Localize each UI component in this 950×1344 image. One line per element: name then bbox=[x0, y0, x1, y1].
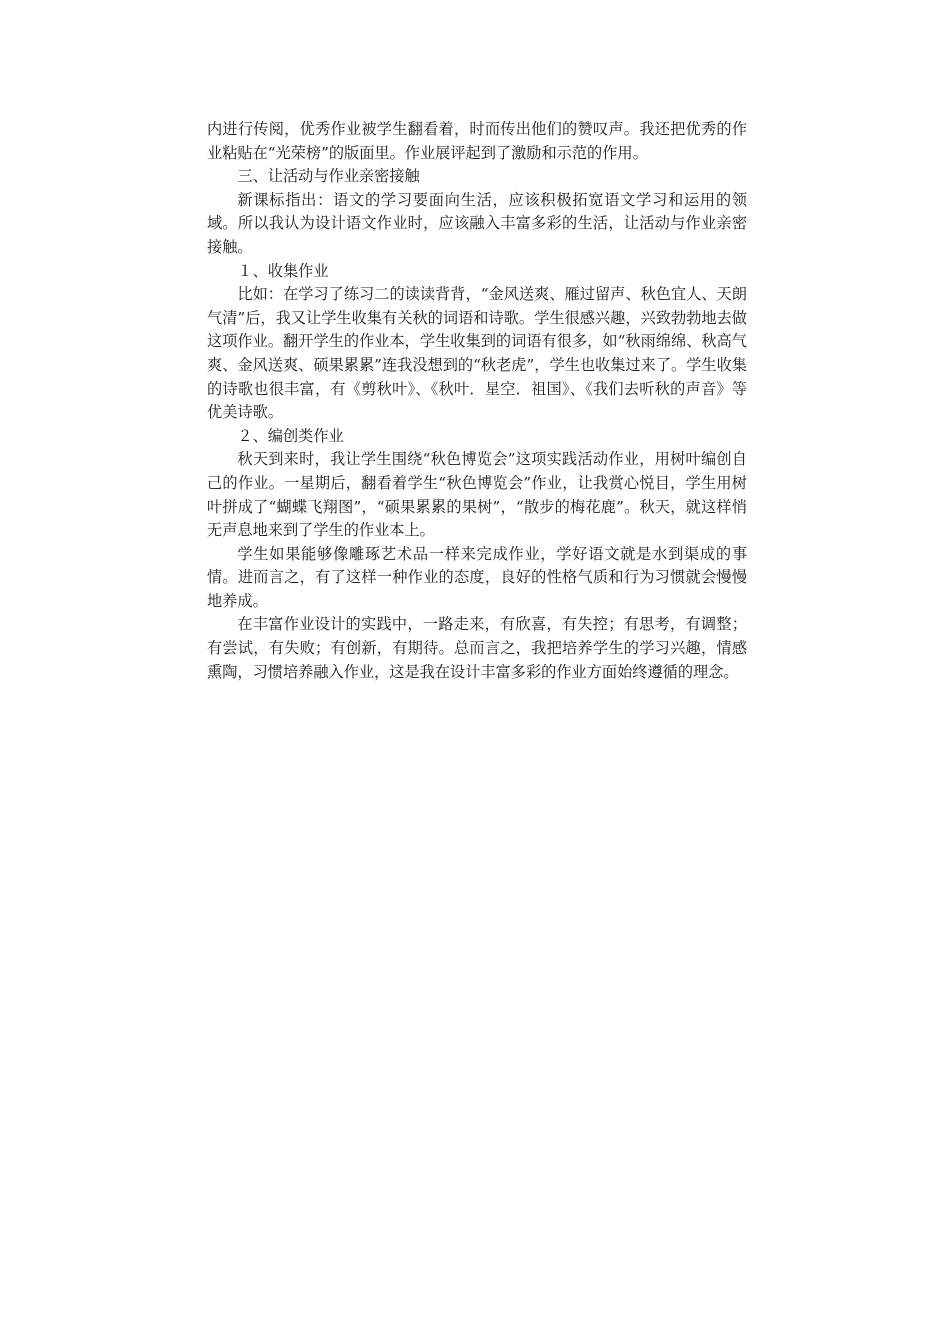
paragraph-continuation: 内进行传阅，优秀作业被学生翻看着，时而传出他们的赞叹声。我还把优秀的作业粘贴在“光荣榜”的版面里。作业展评起到了激励和示范的作用。 bbox=[207, 120, 747, 162]
paragraph-conclusion: 在丰富作业设计的实践中，一路走来，有欣喜，有失控；有思考，有调整；有尝试，有失败；有创新，有期待。总而言之，我把培养学生的学习兴趣，情感熏陶，习惯培养融入作业，这是我在设计丰富多彩的作业方面始终遵循的理念。 bbox=[207, 615, 747, 681]
paragraph-collect-example: 比如：在学习了练习二的读读背背，“金风送爽、雁过留声、秋色宜人、天朗气清”后，我又让学生收集有关秋的词语和诗歌。学生很感兴趣，兴致勃勃地去做这项作业。翻开学生的作业本，学生收集到的词语有很多，如“秋雨绵绵、秋高气爽、金风送爽、硕果累累”连我没想到的“秋老虎”，学生也收集过来了。学生收集的诗歌也很丰富，有《剪秋叶》、《秋叶．星空．祖国》、《我们去听秋的声音》等优美诗歌。 bbox=[207, 285, 747, 422]
paragraph-craftsmanship: 学生如果能够像雕琢艺术品一样来完成作业，学好语文就是水到渠成的事情。进而言之，有了这样一种作业的态度，良好的性格气质和行为习惯就会慢慢地养成。 bbox=[207, 544, 747, 610]
subheading-creative-homework: ２、编创类作业 bbox=[237, 426, 344, 445]
section-heading-3: 三、让活动与作业亲密接触 bbox=[237, 167, 420, 186]
paragraph-autumn-expo: 秋天到来时，我让学生围绕“秋色博览会”这项实践活动作业，用树叶编创自己的作业。一星期后，翻看着学生“秋色博览会”作业，让我赏心悦目，学生用树叶拼成了“蝴蝶飞翔图”，“硕果累累的果树”，“散步的梅花鹿”。秋天，就这样悄无声息地来到了学生的作业本上。 bbox=[207, 450, 747, 540]
document-body bbox=[207, 118, 747, 684]
subheading-collect-homework: １、收集作业 bbox=[237, 261, 329, 280]
paragraph-curriculum: 新课标指出：语文的学习要面向生活，应该积极拓宽语文学习和运用的领域。所以我认为设计语文作业时，应该融入丰富多彩的生活，让活动与作业亲密接触。 bbox=[207, 190, 747, 256]
